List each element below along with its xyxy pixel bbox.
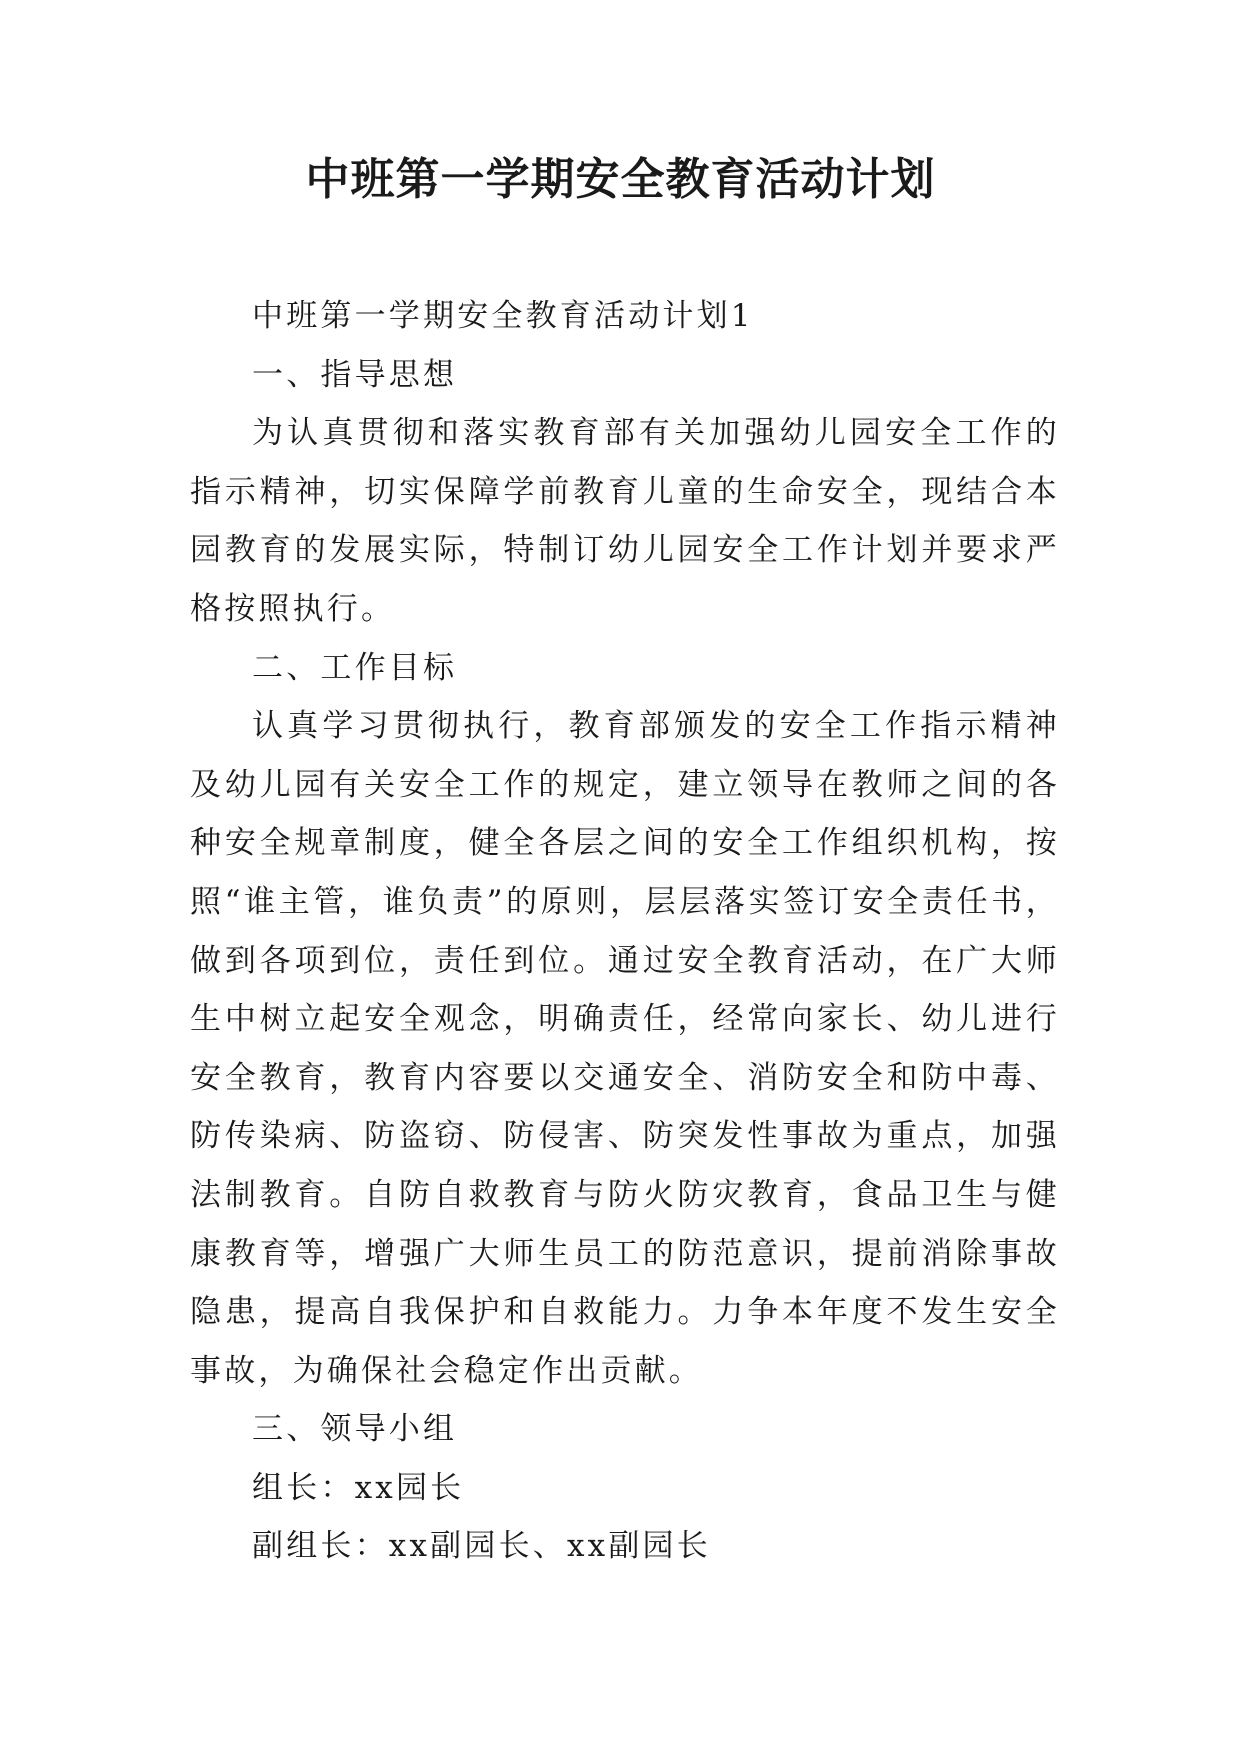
paragraph-guiding-thought: 为认真贯彻和落实教育部有关加强幼儿园安全工作的指示精神，切实保障学前教育儿童的生命安全，现结合本园教育的发展实际，特制订幼儿园安全工作计划并要求严格按照执行。 — [190, 415, 1060, 627]
section-heading-leadership-group: 三、领导小组 — [252, 1411, 458, 1448]
document-body — [190, 287, 1060, 1576]
plan-subtitle: 中班第一学期安全教育活动计划1 — [252, 298, 754, 334]
group-leader-line: 组长：xx园长 — [252, 1469, 465, 1506]
paragraph-work-goals: 认真学习贯彻执行，教育部颁发的安全工作指示精神及幼儿园有关安全工作的规定，建立领导在教师之间的各种安全规章制度，健全各层之间的安全工作组织机构，按照“谁主管，谁负责”的原则，层层落实签订安全责任书，做到各项到位，责任到位。通过安全教育活动，在广大师生中树立起安全观念，明确责任，经常向家长、幼儿进行安全教育，教育内容要以交通安全、消防安全和防中毒、防传染病、防盗窃、防侵害、防突发性事故为重点，加强法制教育。自防自救教育与防火防灾教育，食品卫生与健康教育等，增强广大师生员工的防范意识，提前消除事故隐患，提高自我保护和自救能力。力争本年度不发生安全事故，为确保社会稳定作出贡献。 — [190, 708, 1060, 1389]
deputy-leader-line: 副组长：xx副园长、xx副园长 — [252, 1528, 711, 1565]
document-title: 中班第一学期安全教育活动计划 — [305, 154, 936, 205]
section-heading-guiding-thought: 一、指导思想 — [252, 356, 458, 393]
section-heading-work-goals: 二、工作目标 — [252, 649, 458, 686]
